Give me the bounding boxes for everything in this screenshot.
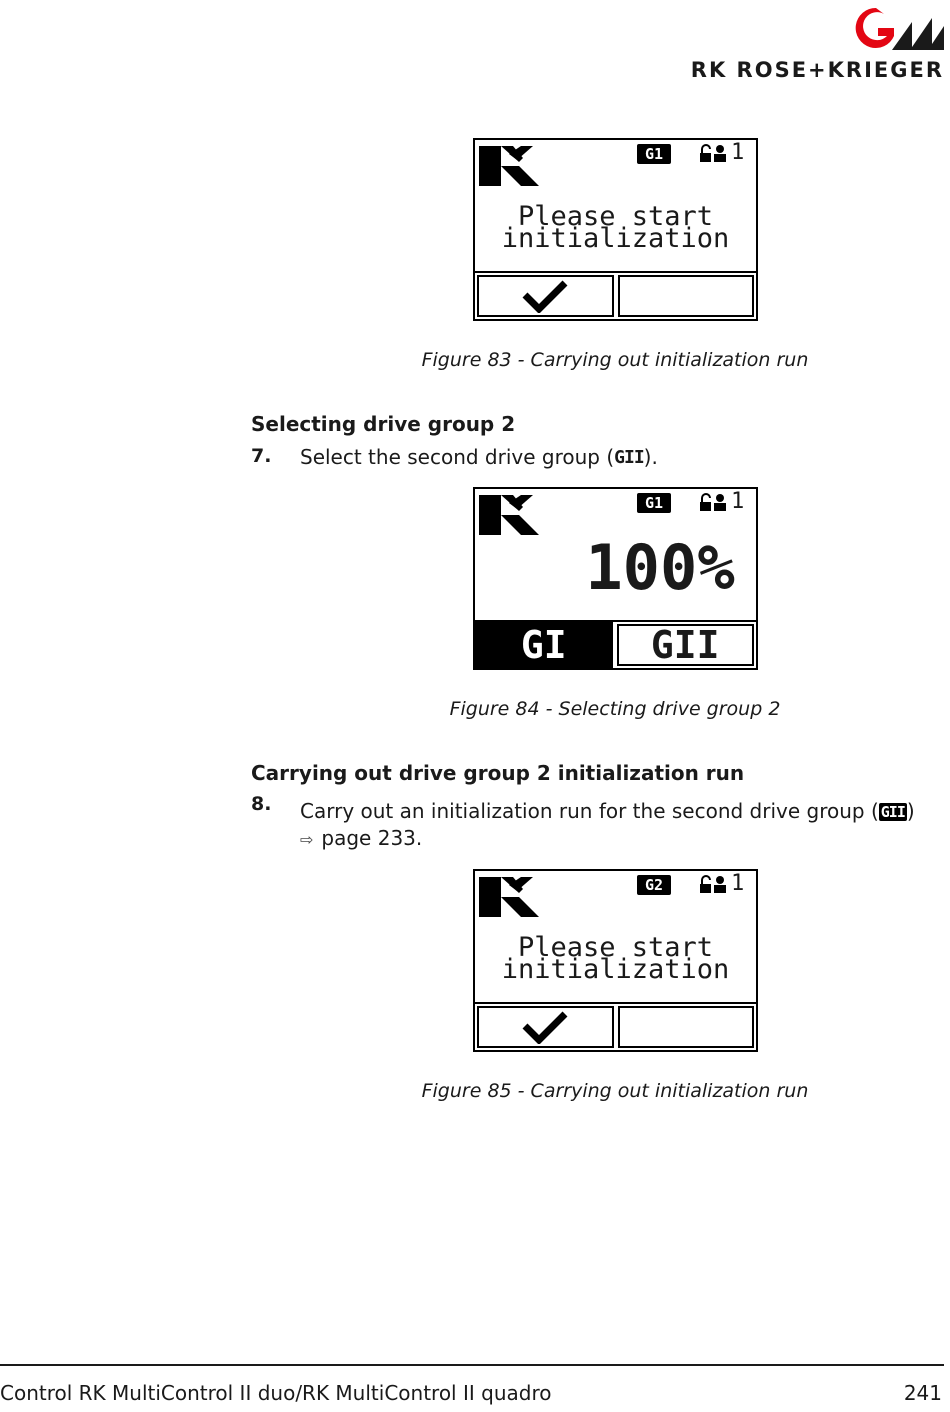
group-badge: G2 [637,875,671,895]
step-text [300,445,658,469]
drive-group-2-icon: GII [614,447,644,468]
user-number: 1 [731,140,745,165]
confirm-softkey[interactable] [477,1006,614,1048]
step-text-after: ). [643,445,658,469]
empty-softkey[interactable] [618,1006,755,1048]
step-text-before: Carry out an initialization run for the second drive group ( [300,799,879,823]
user-number: 1 [731,489,745,514]
message-line-2: initialization [501,223,730,254]
figure-caption: Figure 84 - Selecting drive group 2 [449,698,781,720]
rk-display-logo-icon [479,495,541,535]
rk-display-logo-icon [479,146,541,186]
xref-text: page 233. [321,826,423,850]
step-number: 8. [251,793,272,815]
message-line-1: Please start [517,201,714,232]
section-heading: Carrying out drive group 2 initialization run [251,761,745,785]
lock-user-icon [699,875,727,895]
footer-divider [0,1364,944,1366]
confirm-softkey[interactable] [477,275,614,317]
lcd-display-figure-83 [473,138,758,321]
group-badge: G1 [637,493,671,513]
figure-caption: Figure 83 - Carrying out initialization run [421,349,809,371]
softkey-row [475,620,756,668]
lcd-display-figure-85 [473,869,758,1052]
softkey-row [475,1002,756,1050]
drive-group-2-softkey[interactable]: GII [617,624,755,666]
speed-percent: 100% [585,531,735,604]
softkey-row [475,271,756,319]
arrow-right-icon: ⇨ [300,830,314,849]
step-text-after: ) [906,799,915,823]
step-text [300,799,915,823]
brand-logo [668,6,944,84]
lcd-display-figure-84 [473,487,758,670]
footer-title: Control RK MultiControl II duo/RK MultiControl II quadro [0,1381,552,1405]
page-cross-reference[interactable] [300,826,422,850]
drive-group-1-softkey[interactable]: GI [475,622,613,668]
drive-group-2-icon: GII [880,803,905,821]
lock-user-icon [699,493,727,513]
checkmark-icon [521,279,569,313]
step-number: 7. [251,445,272,467]
section-heading: Selecting drive group 2 [251,412,516,436]
user-number: 1 [731,871,745,896]
message-line-2: initialization [501,954,730,985]
rk-logo-mark-icon [854,6,944,52]
message-line-1: Please start [517,932,714,963]
group-badge: G1 [637,144,671,164]
brand-name: RK ROSE+KRIEGER [690,58,944,82]
figure-caption: Figure 85 - Carrying out initialization run [421,1080,809,1102]
rk-display-logo-icon [479,877,541,917]
checkmark-icon [521,1010,569,1044]
lock-user-icon [699,144,727,164]
step-text-before: Select the second drive group ( [300,445,615,469]
page-number: 241 [903,1381,942,1405]
empty-softkey[interactable] [618,275,755,317]
